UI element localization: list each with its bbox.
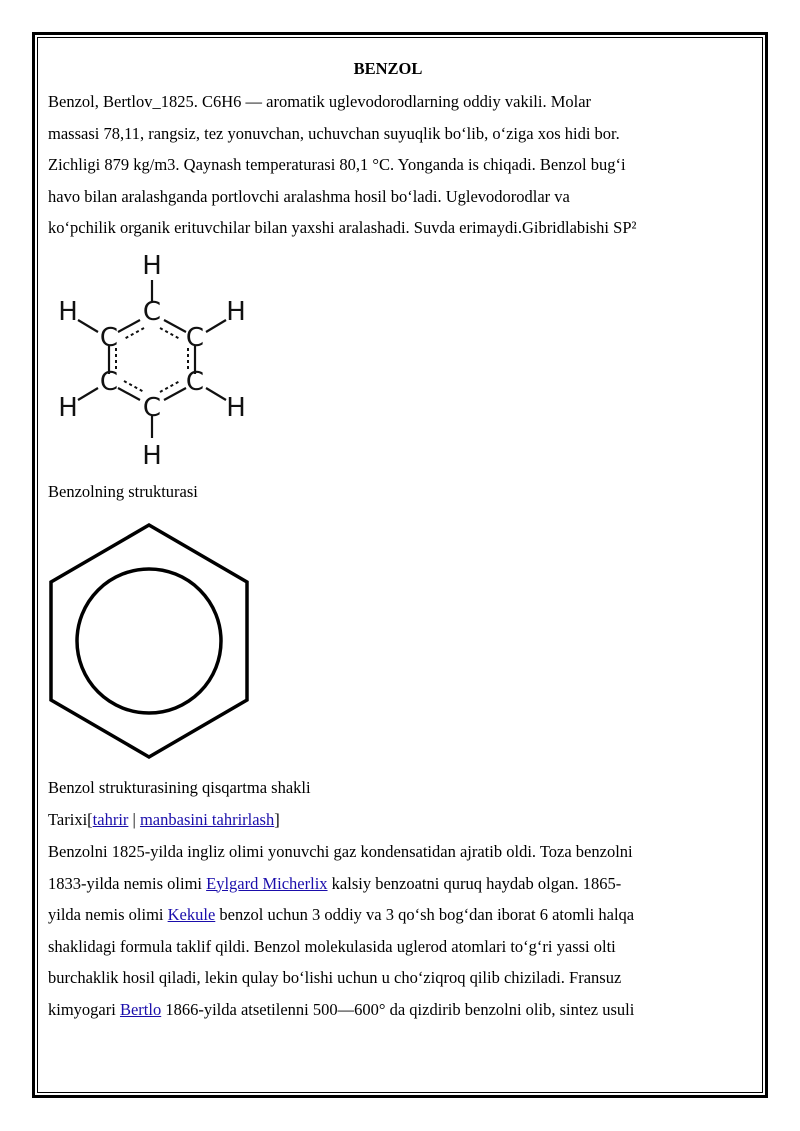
kekule-link[interactable]: Kekule <box>167 905 216 925</box>
atom-label: H <box>142 440 162 471</box>
atom-label: C <box>99 322 119 353</box>
history-line <box>48 994 728 1026</box>
atom-label: C <box>185 366 205 397</box>
atom-label: C <box>99 366 119 397</box>
intro-paragraph <box>48 86 728 244</box>
intro-line: Zichligi 879 kg/m3. Qaynash temperaturasi 80,1 °C. Yonganda is chiqadi. Benzol bug‘i <box>48 155 626 175</box>
history-line <box>48 868 728 900</box>
structure-caption: Benzolning strukturasi <box>48 481 198 501</box>
benzene-skeletal-formula <box>48 522 250 760</box>
text-span: 1866-yilda atsetilenni 500—600° da qizdirib benzolni olib, sintez usuli <box>161 999 635 1019</box>
history-heading: Tarixi <box>48 809 88 829</box>
bracket: [ <box>87 809 93 829</box>
text-span: kimyogari <box>48 999 120 1019</box>
aromatic-circle <box>77 569 221 713</box>
hexagon-ring <box>51 525 247 757</box>
benzene-structural-formula <box>52 250 252 472</box>
short-form-caption: Benzol strukturasining qisqartma shakli <box>48 777 311 797</box>
atom-label: C <box>142 296 162 327</box>
intro-line: havo bilan aralashganda portlovchi aralashma hosil bo‘ladi. Uglevodorodlar va <box>48 186 570 206</box>
atom-label: H <box>142 250 162 281</box>
separator: | <box>128 809 140 829</box>
intro-line: massasi 78,11, rangsiz, tez yonuvchan, uchuvchan suyuqlik bo‘lib, o‘ziga xos hidi bor. <box>48 123 620 143</box>
document-body <box>48 52 728 1026</box>
atom-label: H <box>58 392 78 423</box>
text-span: 1833-yilda nemis olimi <box>48 873 207 893</box>
history-line <box>48 899 728 931</box>
bracket: ] <box>274 809 280 829</box>
history-line: Benzolni 1825-yilda ingliz olimi yonuvchi gaz kondensatidan ajratib oldi. Toza benzolni <box>48 841 633 861</box>
text-span: kalsiy benzoatni quruq haydab olgan. 1865- <box>327 873 622 893</box>
document-title: BENZOL <box>353 59 423 78</box>
bertlo-link[interactable]: Bertlo <box>119 999 162 1019</box>
history-heading-line <box>48 804 728 836</box>
intro-line: ko‘pchilik organik erituvchilar bilan yaxshi aralashadi. Suvda erimaydi.Gibridlabishi SP² <box>48 218 637 238</box>
text-span: benzol uchun 3 oddiy va 3 qo‘sh bog‘dan iborat 6 atomli halqa <box>215 905 635 925</box>
eylgard-micherlix-link[interactable]: Eylgard Micherlix <box>206 873 328 893</box>
atom-label: C <box>142 392 162 423</box>
text-span: yilda nemis olimi <box>48 905 168 925</box>
history-line: shaklidagi formula taklif qildi. Benzol molekulasida uglerod atomlari to‘g‘ri yassi olti <box>48 936 616 956</box>
history-paragraph <box>48 836 728 1026</box>
atom-label: H <box>226 392 246 423</box>
history-line: burchaklik hosil qiladi, lekin qulay bo‘lishi uchun u cho‘ziqroq qilib chiziladi. Fransuz <box>48 968 622 988</box>
atom-label: H <box>226 296 246 327</box>
edit-source-link[interactable]: manbasini tahrirlash <box>139 809 275 829</box>
atom-label: H <box>58 296 78 327</box>
atom-label: C <box>185 322 205 353</box>
intro-line: Benzol, Bertlov_1825. C6H6 — aromatik uglevodorodlarning oddiy vakili. Molar <box>48 92 592 111</box>
edit-link[interactable]: tahrir <box>92 809 129 829</box>
